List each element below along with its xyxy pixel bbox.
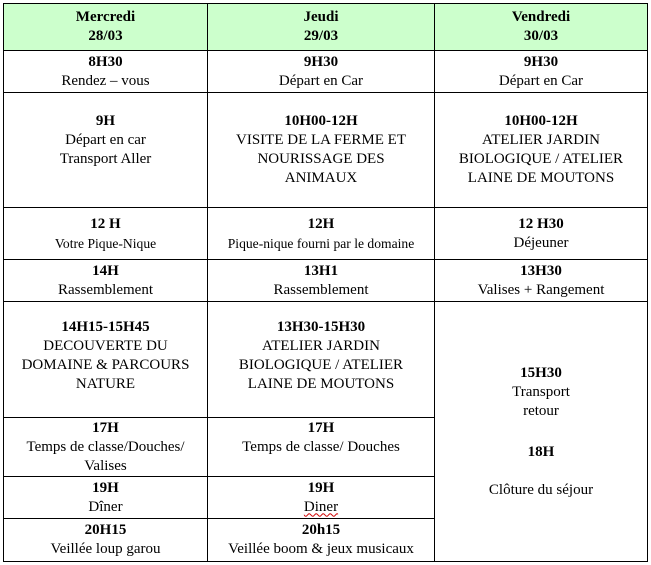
spacer [212, 394, 430, 402]
cell-mercredi [4, 519, 208, 562]
time-label: 8H30 [88, 53, 123, 70]
activity-label: Départ en car [65, 132, 146, 148]
time-label: 20H15 [84, 522, 127, 538]
activity-label: LAINE DE MOUTONS [467, 170, 615, 186]
cell-mercredi [4, 51, 208, 93]
time-label: 13H30-15H30 [276, 318, 366, 335]
cell-vendredi [435, 93, 648, 208]
day-date: 28/03 [88, 28, 123, 44]
time-label: 10H00-12H [504, 113, 578, 129]
time-label: 9H30 [523, 53, 559, 70]
activity-label: DECOUVERTE DU [43, 337, 168, 354]
time-label: 15H30 [520, 364, 562, 381]
cell-vendredi [435, 260, 648, 302]
cell-jeudi [208, 208, 435, 260]
time-label: 10H00-12H [284, 113, 358, 129]
cell-mercredi [4, 302, 208, 418]
spacer [439, 421, 643, 443]
cell-mercredi [4, 418, 208, 477]
day-name: Mercredi [75, 9, 136, 25]
activity-label: Votre Pique-Nique [54, 235, 157, 251]
spacer [8, 394, 203, 402]
table-row [4, 302, 648, 418]
cell-mercredi [4, 477, 208, 519]
spacer [212, 457, 430, 476]
cell-jeudi [208, 51, 435, 93]
time-label: 14H [92, 262, 119, 279]
activity-label: Rendez – vous [61, 72, 150, 89]
activity-label: LAINE DE MOUTONS [247, 375, 395, 392]
time-label: 18H [527, 443, 555, 460]
cell-jeudi [208, 93, 435, 208]
cell-vendredi [435, 51, 648, 93]
cell-jeudi [208, 418, 435, 477]
activity-label: NATURE [75, 375, 136, 392]
cell-jeudi [208, 477, 435, 519]
time-label: 19H [92, 479, 119, 496]
header-mercredi [4, 4, 208, 51]
time-label: 13H1 [303, 262, 339, 279]
cell-vendredi-merged [435, 302, 648, 562]
activity-label: Départ en Car [278, 72, 364, 89]
activity-label: Déjeuner [513, 234, 569, 251]
day-name: Vendredi [511, 9, 571, 25]
time-label: 9H [95, 113, 116, 129]
activity-label: Rassemblement [58, 281, 153, 298]
cell-mercredi [4, 260, 208, 302]
cell-jeudi [208, 519, 435, 562]
table-row [4, 260, 648, 302]
header-vendredi [435, 4, 648, 51]
activity-label: Valises + Rangement [477, 281, 605, 298]
activity-label: ATELIER JARDIN [482, 132, 600, 148]
spellcheck-underlined-text: Diner [303, 498, 339, 515]
spacer [8, 169, 203, 188]
header-jeudi [208, 4, 435, 51]
day-date: 29/03 [303, 28, 339, 44]
table-row [4, 93, 648, 208]
cell-mercredi [4, 93, 208, 208]
activity-label: DOMAINE & PARCOURS [21, 356, 190, 373]
cell-vendredi [435, 208, 648, 260]
time-label: 17H [92, 419, 119, 436]
activity-label: ATELIER JARDIN [262, 337, 380, 354]
activity-label: Transport [512, 383, 570, 400]
day-date: 30/03 [523, 28, 559, 44]
activity-label: Pique-nique fourni par le domaine [227, 235, 415, 251]
header-row [4, 4, 648, 51]
activity-label: NOURISSAGE DES [257, 151, 385, 167]
time-label: 19H [307, 479, 335, 496]
activity-label: BIOLOGIQUE / ATELIER [238, 356, 404, 373]
activity-label: Clôture du séjour [488, 481, 594, 498]
activity-label: Veillée boom & jeux musicaux [228, 541, 414, 557]
activity-label: Transport Aller [59, 151, 152, 167]
activity-label: Rassemblement [273, 281, 369, 298]
time-label: 12H [307, 215, 335, 232]
activity-label: Temps de classe/ Douches [242, 438, 400, 455]
time-label: 9H30 [303, 53, 339, 70]
time-label: 14H15-15H45 [61, 318, 150, 335]
day-name: Jeudi [303, 9, 339, 25]
time-label: 12 H30 [518, 215, 564, 232]
activity-label: BIOLOGIQUE / ATELIER [458, 151, 624, 167]
activity-label: ANIMAUX [284, 170, 358, 186]
table-row [4, 51, 648, 93]
cell-jeudi [208, 302, 435, 418]
schedule-table [3, 3, 648, 562]
activity-label: Veillée loup garou [50, 541, 161, 557]
time-label: 12 H [90, 215, 121, 232]
activity-label: Dîner [88, 498, 123, 515]
activity-label: Temps de classe/Douches/ [26, 438, 185, 455]
activity-label [212, 498, 430, 517]
table-row [4, 208, 648, 260]
spacer [439, 462, 643, 481]
cell-jeudi [208, 260, 435, 302]
time-label: 17H [307, 419, 335, 436]
activity-label: VISITE DE LA FERME ET [236, 132, 406, 148]
activity-label: Valises [84, 457, 127, 474]
time-label: 20h15 [301, 522, 341, 538]
cell-mercredi [4, 208, 208, 260]
activity-label: retour [523, 402, 559, 419]
time-label: 13H30 [520, 262, 562, 279]
activity-label: Départ en Car [498, 72, 584, 89]
